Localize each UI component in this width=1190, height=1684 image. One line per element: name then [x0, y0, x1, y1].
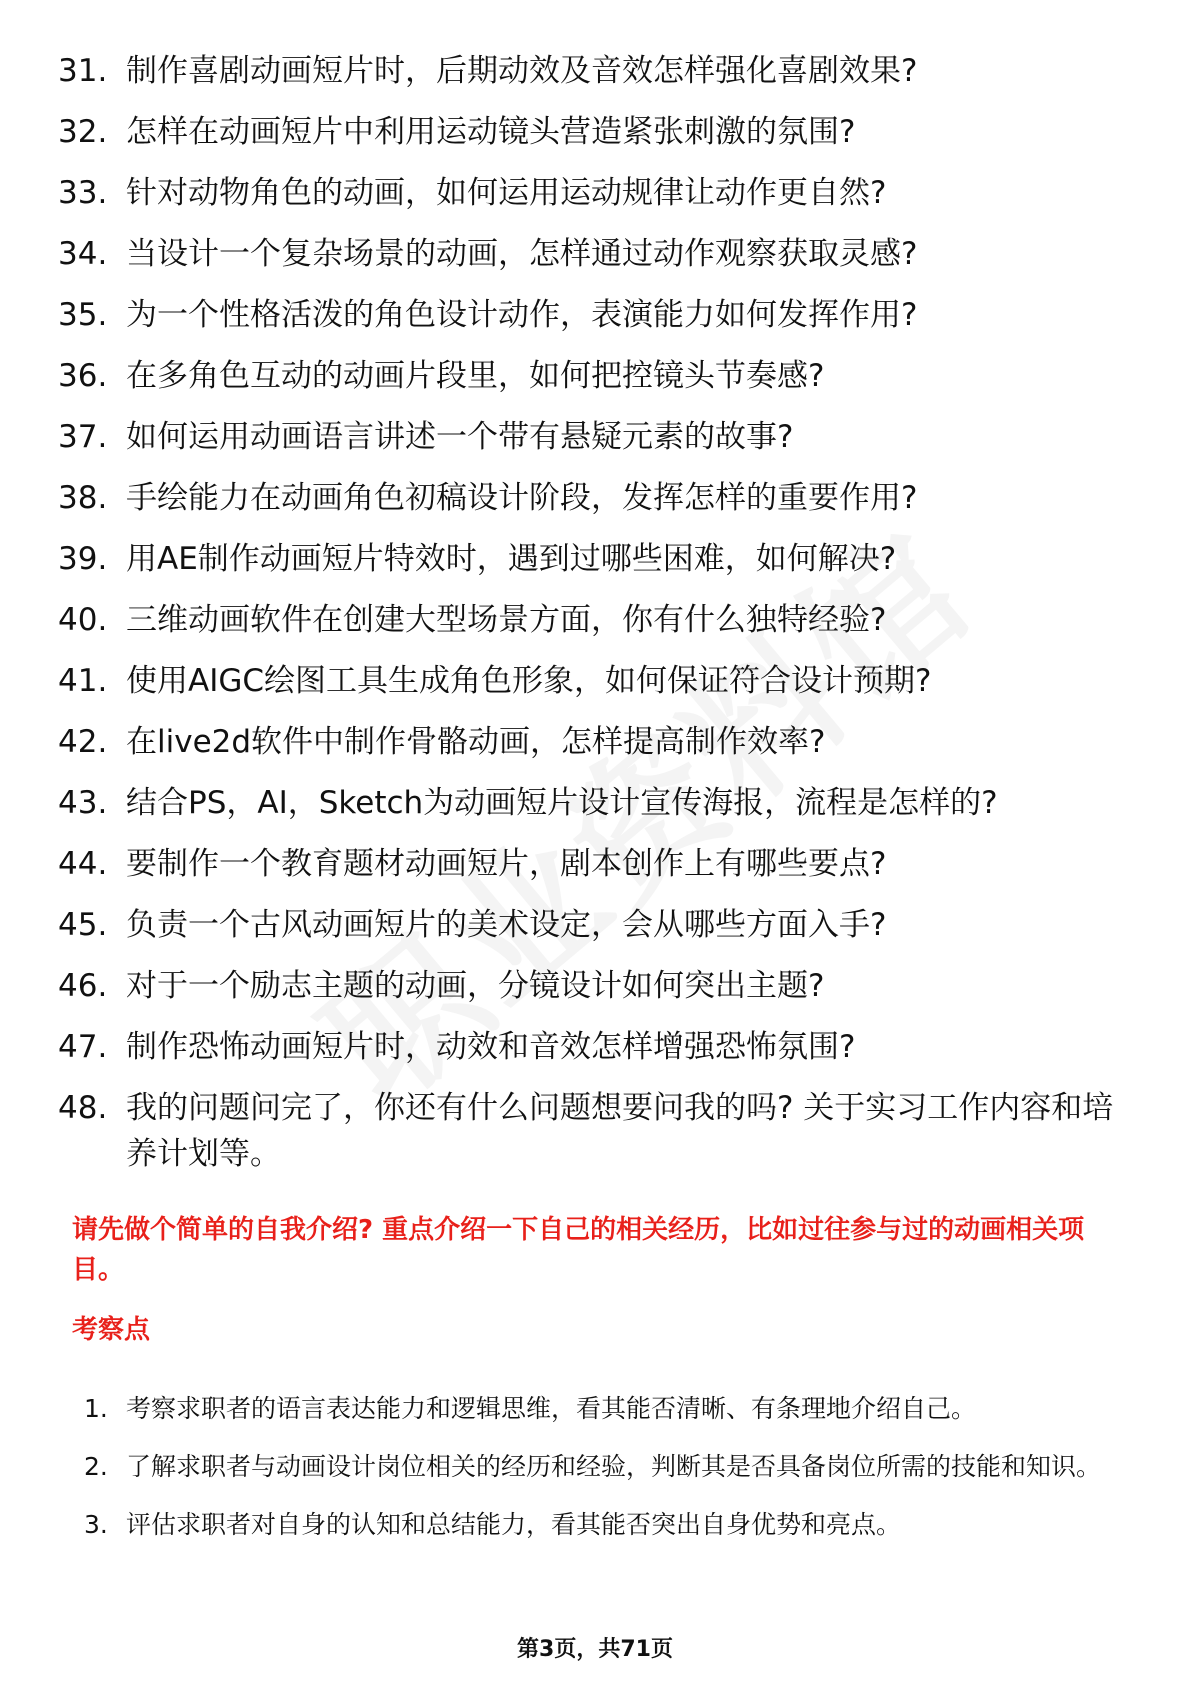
list-item	[58, 1024, 1138, 1070]
question-text: 结合PS，AI，Sketch为动画短片设计宣传海报，流程是怎样的?	[126, 785, 998, 821]
section-title: 考察点	[72, 1315, 151, 1345]
point-number: 1.	[84, 1394, 108, 1423]
question-number: 32.	[58, 114, 108, 150]
question-text: 为一个性格活泼的角色设计动作，表演能力如何发挥作用?	[126, 297, 918, 333]
question-number: 31.	[58, 53, 108, 89]
question-number: 41.	[58, 663, 108, 699]
list-item	[58, 353, 1138, 399]
question-list	[58, 48, 1138, 1192]
question-number: 43.	[58, 785, 108, 821]
question-number: 37.	[58, 419, 108, 455]
question-text: 手绘能力在动画角色初稿设计阶段，发挥怎样的重要作用?	[126, 480, 918, 516]
list-item	[58, 963, 1138, 1009]
question-number: 45.	[58, 907, 108, 943]
highlight-question: 请先做个简单的自我介绍? 重点介绍一下自己的相关经历，比如过往参与过的动画相关项目。	[72, 1215, 1085, 1285]
point-text: 了解求职者与动画设计岗位相关的经历和经验，判断其是否具备岗位所需的技能和知识。	[126, 1452, 1102, 1481]
list-item	[58, 536, 1138, 582]
question-text: 在live2d软件中制作骨骼动画，怎样提高制作效率?	[126, 724, 826, 760]
question-number: 35.	[58, 297, 108, 333]
page-footer: 第3页，共71页	[517, 1637, 673, 1662]
question-text: 要制作一个教育题材动画短片，剧本创作上有哪些要点?	[126, 846, 887, 882]
question-text: 用AE制作动画短片特效时，遇到过哪些困难，如何解决?	[126, 541, 897, 577]
list-item	[84, 1380, 1144, 1438]
question-number: 40.	[58, 602, 108, 638]
question-number: 42.	[58, 724, 108, 760]
point-text: 评估求职者对自身的认知和总结能力，看其能否突出自身优势和亮点。	[126, 1510, 902, 1539]
question-text: 使用AIGC绘图工具生成角色形象，如何保证符合设计预期?	[126, 663, 932, 699]
question-number: 46.	[58, 968, 108, 1004]
list-item	[58, 231, 1138, 277]
list-item	[58, 597, 1138, 643]
list-item	[58, 109, 1138, 155]
question-text: 在多角色互动的动画片段里，如何把控镜头节奏感?	[126, 358, 825, 394]
list-item	[58, 1085, 1138, 1177]
list-item	[58, 475, 1138, 521]
question-text: 三维动画软件在创建大型场景方面，你有什么独特经验?	[126, 602, 887, 638]
list-item	[58, 780, 1138, 826]
list-item	[58, 902, 1138, 948]
question-number: 33.	[58, 175, 108, 211]
question-number: 36.	[58, 358, 108, 394]
list-item	[58, 841, 1138, 887]
question-text: 制作喜剧动画短片时，后期动效及音效怎样强化喜剧效果?	[126, 53, 918, 89]
list-item	[58, 414, 1138, 460]
list-item	[58, 658, 1138, 704]
list-item	[84, 1438, 1144, 1496]
question-text: 制作恐怖动画短片时，动效和音效怎样增强恐怖氛围?	[126, 1029, 856, 1065]
list-item	[58, 48, 1138, 94]
question-number: 38.	[58, 480, 108, 516]
list-item	[58, 170, 1138, 216]
question-number: 44.	[58, 846, 108, 882]
list-item	[58, 719, 1138, 765]
question-text: 我的问题问完了，你还有什么问题想要问我的吗? 关于实习工作内容和培养计划等。	[126, 1090, 1114, 1172]
point-number: 2.	[84, 1452, 108, 1481]
question-text: 对于一个励志主题的动画，分镜设计如何突出主题?	[126, 968, 825, 1004]
question-text: 负责一个古风动画短片的美术设定，会从哪些方面入手?	[126, 907, 887, 943]
question-text: 当设计一个复杂场景的动画，怎样通过动作观察获取灵感?	[126, 236, 918, 272]
point-number: 3.	[84, 1510, 108, 1539]
question-text: 如何运用动画语言讲述一个带有悬疑元素的故事?	[126, 419, 794, 455]
question-text: 怎样在动画短片中利用运动镜头营造紧张刺激的氛围?	[126, 114, 856, 150]
assessment-points	[84, 1380, 1144, 1554]
list-item	[84, 1496, 1144, 1554]
question-number: 47.	[58, 1029, 108, 1065]
question-number: 34.	[58, 236, 108, 272]
list-item	[58, 292, 1138, 338]
point-text: 考察求职者的语言表达能力和逻辑思维，看其能否清晰、有条理地介绍自己。	[126, 1394, 977, 1423]
question-text: 针对动物角色的动画，如何运用运动规律让动作更自然?	[126, 175, 887, 211]
question-number: 39.	[58, 541, 108, 577]
question-number: 48.	[58, 1090, 108, 1126]
